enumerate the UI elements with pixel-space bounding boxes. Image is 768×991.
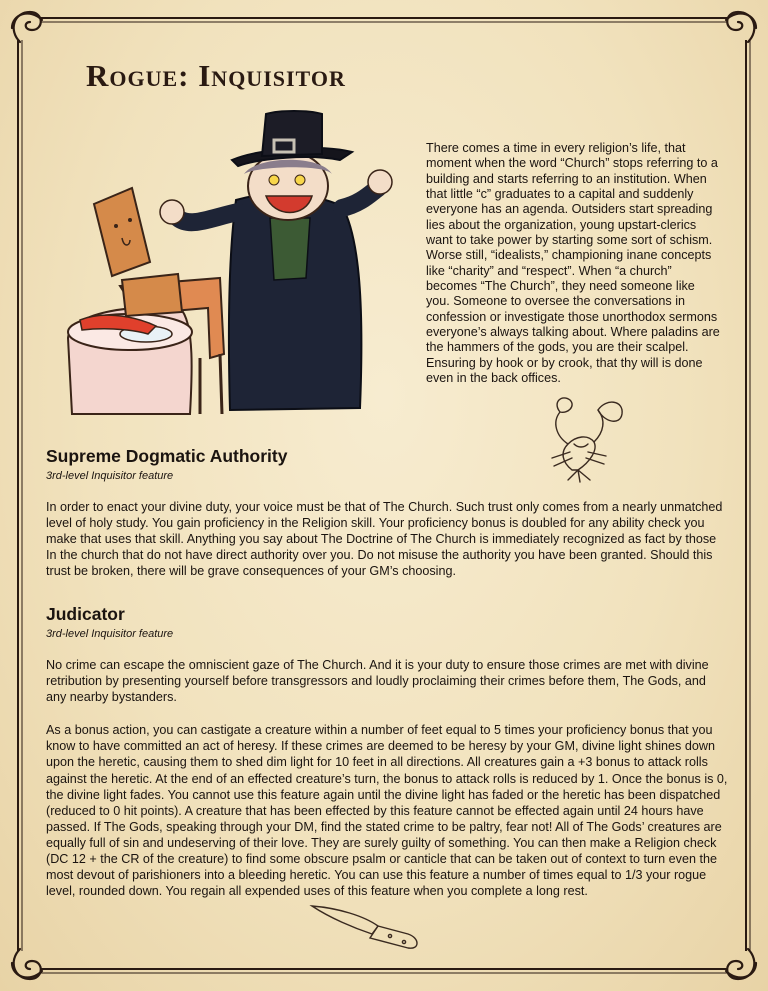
inquisitor-illustration [60, 108, 430, 420]
feature-supreme-dogmatic-authority [46, 446, 728, 579]
intro-text: There comes a time in every religion’s life, that moment when the word “Church” stops referring to a building and starts referring to an institution. When that little “c” graduates to a capital and suddenly everyone has an agenda. Outsiders start spreading lies about the organization, young upstart-clerics want to take power by starting some sort of schism. Worse still, “idealists,” championing inane concepts like “charity” and “respect”. When “a church” becomes “The Church”, they need someone like you. Someone to oversee the conversations in confession or investigate those unorthodox sermons everyone’s always talking about. Where paladins are the hammers of the gods, you are their scalpel. Ensuring by hook or by crook, that thy will is done even in the back offices. [426, 141, 720, 386]
feature-paragraph: No crime can escape the omniscient gaze of The Church. And it is your duty to ensure those crimes are met with divine retribution by presenting yourself before transgressors and loudly proclaiming their crimes before them, The Gods, and any nearby bystanders. [46, 658, 709, 705]
feature-heading: Judicator [46, 604, 125, 624]
feature-heading: Supreme Dogmatic Authority [46, 446, 288, 466]
knife-sketch-icon [308, 898, 424, 954]
page-title: Rogue: Inquisitor [86, 58, 346, 93]
feature-paragraph: As a bonus action, you can castigate a creature within a number of feet equal to 5 times your proficiency bonus that you know to have committed an act of heresy. If these crimes are deemed to be heresy by your GM, divine light shines down upon the heretic, causing them to shed dim light for 10 feet in all directions. All creatures gain a +3 bonus to attack rolls against the heretic. At the end of an effected creature’s turn, the bonus to attack rolls is reduced by 1. Once the bonus is 0, the divine light fades. You cannot use this feature again until the divine light has faded or the heretic has been dispatched (reduced to 0 hit points). A creature that has been effected by this feature cannot be effected again until 24 hours have passed. If The Gods, speaking through your DM, find the stated crime to be paltry, fear not! All of The Gods’ creatures are equally full of sin and undeserving of their love. They are surely guilty of something. You can then make a Religion check (DC 12 + the CR of the creature) to find some obscure psalm or canticle that can be taken out of context to turn even the most devout of parishioners into a bleeding heretic. You can use this feature a number of times equal to 1/3 your rogue level, rounded down. You regain all expended uses of this feature when you complete a long rest. [46, 723, 728, 899]
feature-paragraph: In order to enact your divine duty, your voice must be that of The Church. Such trust only comes from a nearly unmatched level of holy study. You gain proficiency in the Religion skill. Your proficiency bonus is doubled for any ability check you make that uses that skill. Anything you say about The Doctrine of The Church is immediately recognized as fact by those In the church that do not have direct authority over you. Do not misuse the authority you have been granted. Should this trust be broken, there will be grave consequences of your GM’s choosing. [46, 500, 723, 579]
feature-subtitle: 3rd-level Inquisitor feature [46, 628, 174, 640]
feature-judicator [46, 604, 728, 899]
feature-subtitle: 3rd-level Inquisitor feature [46, 470, 174, 482]
